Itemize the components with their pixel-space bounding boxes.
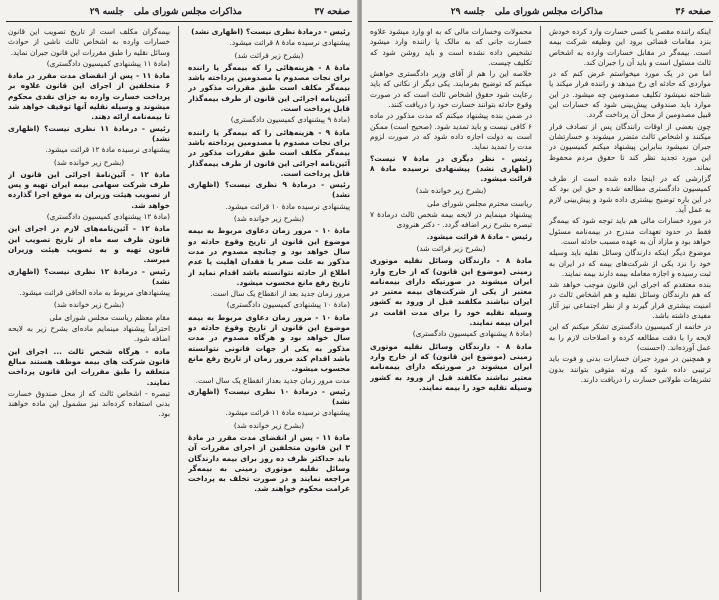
article-paragraph: مادهٔ ۸ - هزینه‌هائی را که بیمه‌گر یا راننده برای نجات مصدوم یا مصدومین پرداخته باشد بیمه‌گر مکلف است طبق مقررات مذکور در آئین‌نامه اجرائی این قانون از طرف بیمه‌گذار قابل پرداخت است.	[188, 62, 350, 114]
session-number: جلسه ۲۹	[450, 7, 485, 17]
article-paragraph: ماده - هرگاه شخص ثالث ... اجرای این قانون شرکت های بیمه موظف هستند مبالغ متعلقه را طبق مقررات این قانون پرداخت نمایند.	[8, 346, 170, 387]
paragraph: پیشنهادی نرسیده مادهٔ ۸ قرائت میشود.	[229, 38, 350, 48]
paragraph: چون بعضی از اوقات رانندگان پس از تصادف فرار میکنند و اشخاص ثالث متضرر میشوند و خسارتشان جبران نمیشود بنابراین پیشنهاد میکنم کمیسیون در این مورد تجدید نظر کند تا حقوق مردم محفوظ بماند.	[549, 121, 711, 172]
page-header	[368, 6, 713, 22]
text-column-left	[8, 27, 170, 593]
paragraph: و همچنین در مورد جبران خسارات بدنی و فوت باید ترتیبی داده شود که ورثه متوفی بتوانند بدون تشریفات طولانی خسارت را دریافت دارند.	[549, 354, 711, 384]
paragraph: پیشنهادهای مربوط به ماده الحاقی قرائت میشود.	[19, 288, 170, 298]
column-divider	[178, 26, 179, 592]
session-number: جلسه ۲۹	[89, 7, 124, 17]
paragraph: (مادهٔ ۱۲ پیشنهادی کمیسیون دادگستری)	[46, 212, 170, 222]
president-remark: رئیس - درمادهٔ نظری نیست؟ (اظهاری نشد)	[191, 27, 350, 36]
column-divider	[540, 26, 541, 592]
article-paragraph: مادهٔ ۱۲ - آئین‌نامه‌های لازم در اجرای این قانون ظرف سه ماه از تاریخ تصویب این قانون تهیه و به تصویب هیئت وزیران میرسد.	[8, 224, 170, 265]
president-remark: رئیس - مادهٔ ۸ قرائت میشود.	[426, 231, 532, 241]
paragraph: در خاتمه از کمیسیون دادگستری تشکر میکنم که این لایحه را با دقت مطالعه کرده و اصلاحات لازم را به عمل آورده‌اند. (احسنت)	[549, 322, 711, 352]
paragraph: تبصره - اشخاص ثالث که از محل صندوق خسارت بدنی استفاده کرده‌اند نیز مشمول این ماده خواهند بود.	[8, 388, 170, 419]
paragraph: (مادهٔ ۹ پیشنهادی کمیسیون دادگستری)	[230, 115, 350, 125]
article-paragraph: مادهٔ ۱۱ - پس از انقضای مدت مقرر در مادهٔ ۶ متخلفین از اجرای این قانون علاوه بر پرداخت خسارت وارده به جزای نقدی محکوم میشوند و وسیله نقلیه آنها توقیف خواهد شد تا بیمه‌نامه ارائه دهند.	[8, 71, 170, 122]
article-paragraph: مادهٔ ۱۰ - مرور زمان دعاوی مربوط به بیمه موضوع این قانون از تاریخ وقوع حادثه دو سال خواهد بود و چنانچه مصدوم در مدت مذکور به علت صغر یا فقدان اهلیت یا عدم اطلاع از حادثه نتوانسته باشد اقدام نماید از تاریخ رفع مانع محسوب میشود.	[188, 226, 350, 287]
paragraph: مدت مرور زمان جدید بعداز انقطاع یک سال است.	[195, 375, 350, 385]
page-number: صفحه ۳۶	[675, 7, 711, 17]
paragraph: ریاست محترم مجلس شورای ملی	[427, 198, 532, 208]
paragraph: در مورد خسارات مالی هم باید توجه شود که بیمه‌گر فقط در حدود تعهدات مندرج در بیمه‌نامه مسئول خواهد بود و مازاد آن به عهده مسبب حادثه است.	[549, 216, 711, 246]
journal-title: مذاکرات مجلس شورای ملی	[133, 7, 242, 17]
paragraph: (مادهٔ ۱۰ پیشنهادی کمیسیون دادگستری)	[226, 300, 350, 310]
article-paragraph: مادهٔ ۱۱ - پس از انقضای مدت مقرر در مادهٔ ۳ این قانون متخلفین از اجرای مقررات آن باید حداکثر ظرف ده روز برای بیمه دارندگان وسائل نقلیه موتوری زمینی به بیمه‌گر مراجعه نمایند و در صورت تخلف به پرداخت غرامت محکوم خواهند شد.	[188, 432, 350, 494]
paragraph: پیشنهاد مینمایم در لایحه بیمه شخص ثالث درمادهٔ ۷ تبصره بشرح زیر اضافه گردد. - دکتر هنرودی	[370, 210, 532, 230]
article-paragraph: مادهٔ ۸ - دارندگان وسائل نقلیه موتوری زمینی (موضوع این قانون) که از خارج وارد ایران میشوند در صورتیکه دارای بیمه‌نامه معتبر نباشند مکلفند قبل از ورود به کشور وسیله نقلیه خود را بیمه نمایند.	[370, 341, 532, 392]
article-paragraph: مادهٔ ۸ - دارندگان وسائل نقلیه موتوری زمینی (موضوع این قانون) که از خارج وارد ایران میشوند در صورتیکه دارای بیمه‌نامه معتبر از یکی از شرکت‌های بیمه معتبر در ایران نباشند مکلفند قبل از ورود به کشور وسیله نقلیه خود را برای مدت اقامت در ایران بیمه نمایند.	[370, 256, 532, 328]
text-column-right	[549, 27, 711, 593]
text-column-left	[370, 27, 532, 593]
paragraph: خلاصه این را هم از آقای وزیر دادگستری خواهش میکنم که توضیح بفرمایند. یکی دیگر از نکاتی که باید رعایت شود حقوق اشخاص ثالث است که در صورت وقوع حادثه بتوانند خسارت خود را دریافت کنند.	[370, 69, 532, 110]
procedure-note: (بشرح زیر قرائت شد)	[234, 50, 304, 60]
journal-title: مذاکرات مجلس شورای ملی	[494, 7, 603, 17]
president-remark: رئیس - نظر دیگری در مادهٔ ۷ نیست؟ (اظهاری نشد) پیشنهادی نرسیده مادهٔ ۸ قرائت میشود.	[370, 153, 532, 184]
paragraph: پیشنهادی نرسیده مادهٔ ۱۱ قرائت میشود.	[225, 408, 350, 418]
president-remark: رئیس - درمادهٔ ۱۰ نظری نیست؟ (اظهاری نشد)	[188, 386, 350, 407]
article-paragraph: مادهٔ ۱۰ - مرور زمان دعاوی مربوط به بیمه موضوع این قانون از تاریخ وقوع حادثه دو سال خواهد بود و هرگاه مصدوم در مدت مذکور به یکی از جهات قانونی نتوانسته باشد اقدام کند مرور زمان از تاریخ رفع مانع محسوب میشود.	[188, 312, 350, 374]
paragraph: بنده معتقدم که اجرای این قانون موجب خواهد شد که هم دارندگان وسائل نقلیه و هم اشخاص ثالث در امنیت بیشتری قرار گیرند و از نظر اجتماعی نیز آثار مفیدی داشته باشد.	[549, 280, 711, 321]
header-rule	[368, 21, 713, 22]
procedure-note: (بشرح زیر خوانده شد)	[53, 300, 125, 310]
page-37	[0, 0, 358, 600]
paragraph: مقام معظم ریاست مجلس شورای ملی	[49, 312, 170, 322]
paragraph: گزارشی که در اینجا داده شده است از طرف کمیسیون دادگستری مطالعه شده و حق این بود که در این باره توضیح بیشتری داده شود و پیش‌بینی لازم به عمل آید.	[549, 174, 711, 215]
paragraph: در ضمن بنده پیشنهاد میکنم که مدت مذکور در ماده ۶ کافی نیست و باید تمدید شود. (صحیح است) ممکن است به دولت اجازه داده شود که در صورت لزوم مدت را تمدید نماید.	[370, 111, 532, 152]
paragraph: (مادهٔ ۸ پیشنهادی کمیسیون دادگستری)	[412, 329, 532, 339]
article-paragraph: مادهٔ ۱۲ - آئین‌نامهٔ اجرائی این قانون از طرف شرکت سهامی بیمه ایران تهیه و پس از تصویب هیئت وزیران به موقع اجرا گذارده خواهد شد.	[8, 169, 170, 210]
procedure-note: (بشرح زیر خوانده شد)	[415, 186, 487, 196]
page-36	[362, 0, 719, 600]
president-remark: رئیس - درمادهٔ ۱۲ نظری نیست؟ (اظهاری نشد)	[8, 266, 170, 286]
paragraph: بیمه‌گران مکلف است از تاریخ تصویب این قانون خسارات وارده به اشخاص ثالث ناشی از حوادث وسائل نقلیه را طبق مقررات این قانون جبران نماید.	[8, 27, 170, 57]
paragraph: مرور زمان جدید بعد از انقطاع یک سال است.	[210, 289, 350, 299]
paragraph: احتراماً پیشنهاد مینمایم ماده‌ای بشرح زیر به لایحه اضافه شود.	[8, 324, 170, 344]
paragraph: اما من در یک مورد میخواستم عرض کنم که در مواردی که حادثه ای رخ میدهد و راننده فرار میکند یا شناخته نمیشود تکلیف مصدومین چه میشود. در این موارد باید صندوقی پیش‌بینی شود که خسارات این قبیل مصدومین از محل آن پرداخت گردد.	[549, 69, 711, 120]
procedure-note: (بشرح زیر خوانده شد)	[233, 420, 305, 430]
paragraph: اینکه راننده مقصر یا کسی خسارت وارد کرده خودش بنزد مقامات قضائی برود این وظیفه شرکت بیمه است. بیمه‌گر در مقابل خسارات وارده به اشخاص ثالث مسئول است و باید آن را جبران کند.	[549, 27, 711, 67]
paragraph: (مادهٔ ۱۱ پیشنهادی کمیسیون دادگستری)	[46, 58, 170, 68]
procedure-note: (بشرح زیر خوانده شد)	[233, 214, 305, 224]
procedure-note: (بشرح زیر خوانده شد)	[53, 157, 125, 167]
president-remark: رئیس - درمادهٔ ۱۱ نظری نیست؟ (اظهاری نشد)	[8, 123, 170, 143]
page-number: صفحه ۳۷	[314, 7, 350, 17]
text-column-right	[188, 27, 350, 593]
paragraph: پیشنهادی نرسیده مادهٔ ۱۰ قرائت میشود.	[225, 201, 350, 211]
paragraph: محمولات وخسارات مالی که به او وارد میشود علاوه خسارت جانی که به مالک یا راننده وارد میشود تشخیص داده نشده است و باید روشن شود که تکلیف چیست.	[370, 27, 532, 67]
procedure-note: (بشرح زیر قرائت شد)	[416, 243, 486, 253]
paragraph: موضوع دیگر اینکه دارندگان وسائل نقلیه باید وسیله خود را نزد یکی از شرکت‌های بیمه که در ایران به ثبت رسیده و اجازه معامله بیمه دارند بیمه نمایند.	[549, 248, 711, 278]
president-remark: رئیس - درمادهٔ ۹ نظری نیست؟ (اظهاری نشد)	[188, 180, 350, 200]
page-header	[6, 6, 352, 22]
article-paragraph: مادهٔ ۹ - هزینه‌هائی را که بیمه‌گر یا راننده برای نجات مصدوم یا مصدومین پرداخته باشد بیمه‌گر مکلف است طبق مقررات مذکور در آئین‌نامه اجرائی این قانون از طرف بیمه‌گذار قابل پرداخت است.	[188, 127, 350, 178]
paragraph: پیشنهادی نرسیده مادهٔ ۱۲ قرائت میشود.	[45, 145, 170, 155]
header-rule	[6, 21, 352, 22]
